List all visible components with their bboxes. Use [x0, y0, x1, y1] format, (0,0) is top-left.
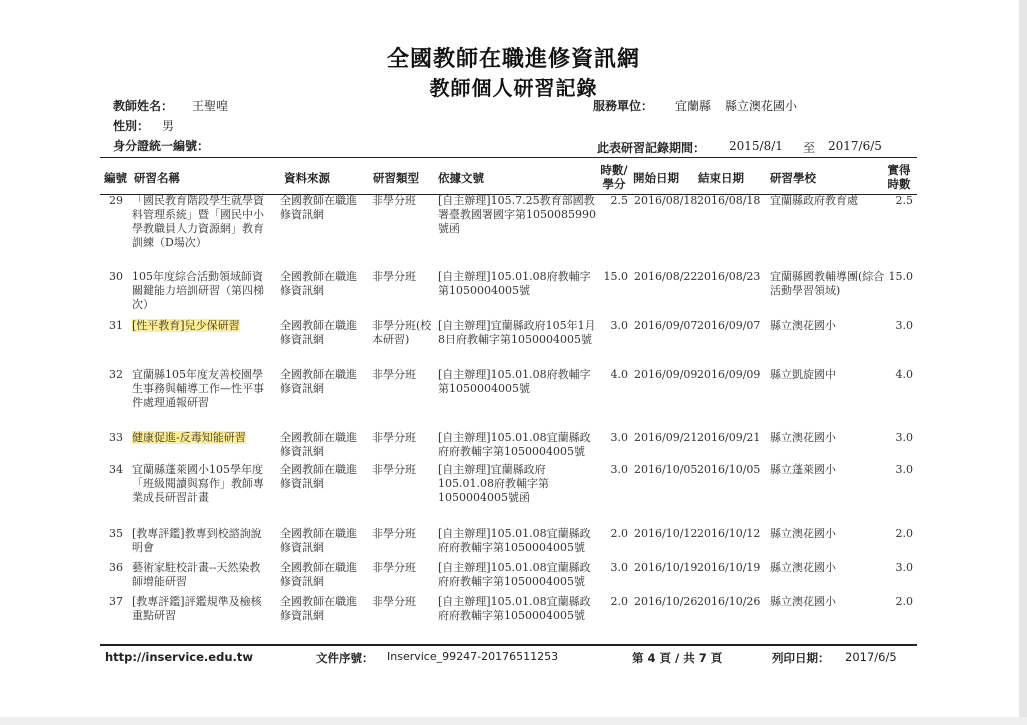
row-33-start: 2016/09/21: [634, 431, 698, 444]
row-36-start: 2016/10/19: [634, 561, 698, 574]
page-indicator: 第 4 頁 / 共 7 頁: [632, 651, 723, 665]
teacher-name-label: 教師姓名：: [113, 99, 174, 113]
col-header-school: 研習學校: [770, 171, 816, 185]
row-37-school: 縣立澳花國小: [770, 595, 836, 608]
row-34-end: 2016/10/05: [697, 463, 761, 476]
row-35-name: [教專評鑑]教專到校諮詢說明會: [132, 527, 262, 554]
row-37-type: 非學分班: [372, 595, 416, 608]
row-32-type: 非學分班: [372, 368, 416, 381]
row-29-start: 2016/08/18: [634, 194, 698, 207]
period-to-label: 至: [803, 141, 816, 155]
row-35-source: 全國教師在職進修資訊網: [280, 527, 357, 554]
row-36-no: 36: [109, 561, 123, 574]
page-title: 全國教師在職進修資訊網: [386, 47, 640, 72]
row-31-name: [132, 319, 270, 333]
service-unit-school: 縣立澳花國小: [725, 99, 798, 113]
row-37-end: 2016/10/26: [697, 595, 761, 608]
row-35-type: 非學分班: [372, 527, 416, 540]
doc-serial: Inservice_99247-20176511253: [387, 650, 559, 663]
row-30-doc: [自主辦理]105.01.08府教輔字第1050004005號: [438, 270, 591, 297]
row-36-doc: [自主辦理]105.01.08宜蘭縣政府府教輔字第1050004005號: [438, 561, 591, 588]
row-32-earned: 4.0: [895, 368, 913, 381]
footer-url: http://inservice.edu.tw: [105, 650, 253, 664]
row-34-school: 縣立蓬萊國小: [770, 463, 836, 476]
row-35-school: 縣立澳花國小: [770, 527, 836, 540]
row-30-type: 非學分班: [372, 270, 416, 283]
row-36-name: 藝術家駐校計畫--天然染教師增能研習: [132, 561, 261, 588]
teacher-name: 王聖喤: [192, 99, 229, 113]
period-to: 2017/6/5: [828, 139, 882, 153]
col-header-end: 結束日期: [698, 171, 744, 185]
row-30-end: 2016/08/23: [697, 270, 761, 283]
row-30-start: 2016/08/22: [634, 270, 698, 283]
row-37-start: 2016/10/26: [634, 595, 698, 608]
row-33-earned: 3.0: [895, 431, 913, 444]
row-34-start: 2016/10/05: [634, 463, 698, 476]
row-30-source: 全國教師在職進修資訊網: [280, 270, 357, 297]
row-36-source: 全國教師在職進修資訊網: [280, 561, 357, 588]
row-32-hours: 4.0: [610, 368, 628, 381]
row-36-school: 縣立澳花國小: [770, 561, 836, 574]
gender-value: 男: [162, 119, 175, 133]
row-33-name: [132, 431, 270, 445]
row-30-hours: 15.0: [603, 270, 628, 283]
row-36-earned: 3.0: [895, 561, 913, 574]
row-35-end: 2016/10/12: [697, 527, 761, 540]
row-29-doc: [自主辦理]105.7.25教育部國教署臺教國署國字第1050085990號函: [438, 194, 596, 235]
row-32-doc: [自主辦理]105.01.08府教輔字第1050004005號: [438, 368, 591, 395]
col-header-source: 資料來源: [284, 171, 330, 185]
row-35-start: 2016/10/12: [634, 527, 698, 540]
row-34-earned: 3.0: [895, 463, 913, 476]
row-29-source: 全國教師在職進修資訊網: [280, 194, 357, 221]
table-bottom-rule: [100, 644, 917, 646]
highlight-mark: [性平教育]兒少保研習: [132, 319, 240, 332]
row-33-end: 2016/09/21: [697, 431, 761, 444]
row-34-source: 全國教師在職進修資訊網: [280, 463, 357, 490]
row-32-start: 2016/09/09: [634, 368, 698, 381]
row-35-doc: [自主辦理]105.01.08宜蘭縣政府府教輔字第1050004005號: [438, 527, 591, 554]
col-header-no: 編號: [104, 171, 127, 185]
row-32-no: 32: [109, 368, 123, 381]
row-29-end: 2016/08/18: [697, 194, 761, 207]
row-35-earned: 2.0: [895, 527, 913, 540]
row-33-school: 縣立澳花國小: [770, 431, 836, 444]
row-31-hours: 3.0: [610, 319, 628, 332]
row-33-source: 全國教師在職進修資訊網: [280, 431, 357, 458]
row-30-earned: 15.0: [888, 270, 913, 283]
page-subtitle: 教師個人研習記錄: [429, 76, 598, 100]
row-34-hours: 3.0: [610, 463, 628, 476]
row-37-source: 全國教師在職進修資訊網: [280, 595, 357, 622]
row-30-name: 105年度綜合活動領域師資關鍵能力培訓研習（第四梯次）: [132, 270, 264, 311]
row-31-earned: 3.0: [895, 319, 913, 332]
row-37-hours: 2.0: [610, 595, 628, 608]
row-37-earned: 2.0: [895, 595, 913, 608]
row-31-end: 2016/09/07: [697, 319, 761, 332]
row-29-hours: 2.5: [610, 194, 628, 207]
row-31-doc: [自主辦理]宜蘭縣政府105年1月8日府教輔字第1050004005號: [438, 319, 596, 346]
col-header-hours: 時數/學分: [600, 163, 628, 191]
service-unit-county: 宜蘭縣: [675, 99, 712, 113]
row-31-source: 全國教師在職進修資訊網: [280, 319, 357, 346]
row-31-start: 2016/09/07: [634, 319, 698, 332]
row-36-type: 非學分班: [372, 561, 416, 574]
page-edge-bottom: [0, 717, 1027, 725]
row-33-doc: [自主辦理]105.01.08宜蘭縣政府府教輔字第1050004005號: [438, 431, 591, 458]
row-33-type: 非學分班: [372, 431, 416, 444]
page-edge: [1019, 0, 1027, 725]
row-32-end: 2016/09/09: [697, 368, 761, 381]
row-29-earned: 2.5: [895, 194, 913, 207]
col-header-earned: 實得時數: [887, 163, 911, 191]
period-from: 2015/8/1: [729, 139, 783, 153]
row-33-hours: 3.0: [610, 431, 628, 444]
service-unit-label: 服務單位：: [593, 99, 654, 113]
col-header-start: 開始日期: [633, 171, 679, 185]
row-37-no: 37: [109, 595, 123, 608]
gender-label: 性別：: [113, 119, 150, 133]
row-31-no: 31: [109, 319, 123, 332]
row-30-no: 30: [109, 270, 123, 283]
table-top-rule: [100, 157, 917, 158]
row-34-doc: [自主辦理]宜蘭縣政府105.01.08府教輔字第1050004005號函: [438, 463, 549, 504]
row-32-school: 縣立凱旋國中: [770, 368, 836, 381]
row-33-no: 33: [109, 431, 123, 444]
id-number-label: 身分證統一編號：: [113, 139, 210, 153]
row-36-end: 2016/10/19: [697, 561, 761, 574]
col-header-type: 研習類型: [373, 171, 419, 185]
row-35-hours: 2.0: [610, 527, 628, 540]
row-31-school: 縣立澳花國小: [770, 319, 836, 332]
row-31-type: 非學分班(校本研習): [372, 319, 432, 346]
col-header-name: 研習名稱: [134, 171, 180, 185]
row-37-doc: [自主辦理]105.01.08宜蘭縣政府府教輔字第1050004005號: [438, 595, 591, 622]
row-30-school: 宜蘭縣國教輔導團(綜合活動學習領域): [770, 270, 885, 297]
row-34-type: 非學分班: [372, 463, 416, 476]
row-29-type: 非學分班: [372, 194, 416, 207]
row-29-school: 宜蘭縣政府教育處: [770, 194, 858, 207]
print-date-label: 列印日期：: [772, 651, 830, 665]
doc-serial-label: 文件序號：: [316, 651, 374, 665]
row-32-source: 全國教師在職進修資訊網: [280, 368, 357, 395]
col-header-doc: 依據文號: [438, 171, 484, 185]
row-29-no: 29: [109, 194, 123, 207]
row-34-name: 宜蘭縣蓬萊國小105學年度「班級閱讀與寫作」教師專業成長研習計畫: [132, 463, 264, 504]
row-29-name: 「國民教育階段學生就學資料管理系統」暨「國民中小學教職員人力資源網」教育訓練（D場次）: [132, 194, 264, 249]
highlight-mark: 健康促進-反毒知能研習: [132, 431, 246, 444]
period-label: 此表研習記錄期間：: [597, 141, 706, 155]
row-37-name: [教專評鑑]評鑑規準及檢核重點研習: [132, 595, 262, 622]
row-34-no: 34: [109, 463, 123, 476]
row-32-name: 宜蘭縣105年度友善校園學生事務與輔導工作—性平事件處理通報研習: [132, 368, 264, 409]
row-36-hours: 3.0: [610, 561, 628, 574]
print-date: 2017/6/5: [845, 650, 897, 664]
row-35-no: 35: [109, 527, 123, 540]
